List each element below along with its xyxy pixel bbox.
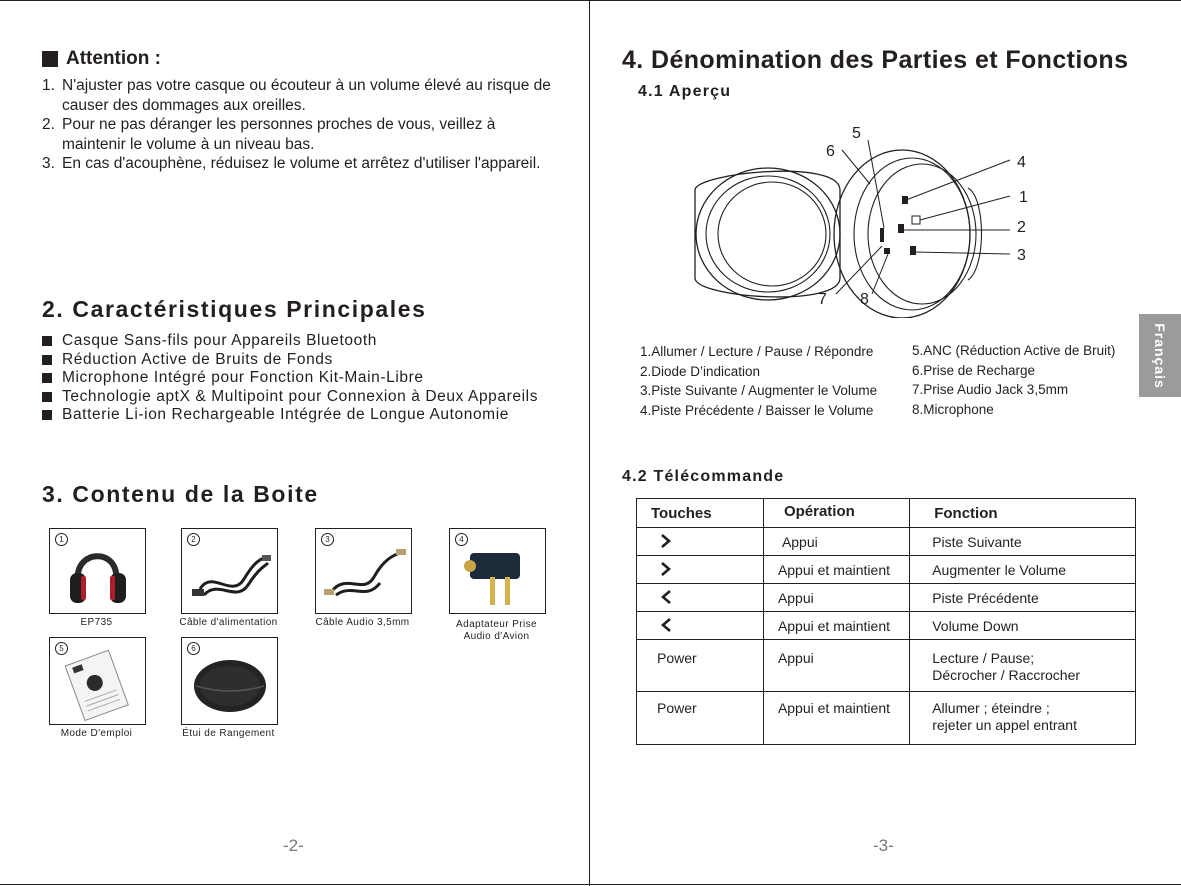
callout-8: 8 — [860, 291, 869, 308]
caption-manual: Mode D'emploi — [60, 728, 133, 739]
square-bullet-icon — [42, 392, 52, 402]
callout-6: 6 — [826, 143, 835, 160]
feature-item: Batterie Li-ion Rechargeable Intégrée de Longue Autonomie — [42, 406, 538, 425]
remote-title: 4.2 Télécommande — [622, 468, 785, 485]
callout-7: 7 — [818, 291, 827, 308]
callout-2: 2 — [1017, 219, 1026, 236]
chevron-left-icon — [659, 589, 673, 605]
callout-4: 4 — [1017, 154, 1026, 171]
legend-right: 5.ANC (Réduction Active de Bruit) 6.Prise de Recharge 7.Prise Audio Jack 3,5mm 8.Microphone — [912, 343, 1116, 417]
callout-5: 5 — [852, 125, 861, 142]
caption-audio-cable: Câble Audio 3,5mm — [315, 617, 410, 628]
square-bullet-icon — [42, 410, 52, 420]
content-box-headphones: 1 — [49, 528, 146, 614]
chevron-right-icon — [659, 561, 673, 577]
header-operation: Opération — [763, 499, 909, 528]
page-number-right: -3- — [873, 836, 894, 855]
overview-title: 4.1 Aperçu — [638, 83, 732, 100]
square-bullet-icon — [42, 355, 52, 365]
table-header-row — [637, 499, 1136, 528]
header-touches: Touches — [637, 499, 764, 528]
attention-item: 1. N'ajuster pas votre casque ou écouteur à un volume élevé au risque de causer des dommages aux oreilles. — [42, 77, 551, 114]
content-box-manual: 5 — [49, 637, 146, 725]
attention-item: 3. En cas d'acouphène, réduisez le volume et arrêtez d'utiliser l'appareil. — [42, 155, 541, 172]
legend-left: 1.Allumer / Lecture / Pause / Répondre 2.Diode D’indication 3.Piste Suivante / Augmenter le Volume 4.Piste Précédente / Baisser le Volume — [640, 344, 878, 418]
caption-headphones: EP735 — [80, 617, 113, 628]
features-list — [42, 332, 538, 425]
language-tab: Français — [1139, 314, 1181, 397]
table-row: Power Appui et maintient Allumer ; éteindre ; rejeter un appel entrant — [637, 692, 1136, 745]
header-fonction: Fonction — [910, 499, 1136, 528]
attention-list — [42, 76, 562, 174]
attention-item: 2. Pour ne pas déranger les personnes proches de vous, veillez à maintenir le volume à un niveau bas. — [42, 116, 496, 153]
feature-item: Réduction Active de Bruits de Fonds — [42, 351, 538, 370]
bottom-border — [0, 884, 1181, 885]
headphone-parts-diagram — [640, 118, 1060, 318]
content-box-power-cable: 2 — [181, 528, 278, 614]
contents-title: 3. Contenu de la Boite — [42, 481, 319, 507]
feature-item: Casque Sans-fils pour Appareils Bluetooth — [42, 332, 538, 351]
table-row: Power Appui Lecture / Pause; Décrocher / Raccrocher — [637, 640, 1136, 692]
table-row: Appui et maintient Augmenter le Volume — [637, 556, 1136, 584]
content-box-audio-cable: 3 — [315, 528, 412, 614]
page-number-left: -2- — [283, 836, 304, 855]
content-box-airplane-adapter: 4 — [449, 528, 546, 614]
top-border — [0, 0, 1181, 1]
table-row: Appui et maintient Volume Down — [637, 612, 1136, 640]
remote-table — [636, 498, 1136, 745]
page-title: 4. Dénomination des Parties et Fonctions — [622, 46, 1129, 74]
attention-heading — [42, 48, 161, 70]
page-divider — [589, 0, 590, 886]
caption-case: Étui de Rangement — [182, 728, 275, 739]
caption-airplane-adapter: Adaptateur Prise Audio d'Avion — [456, 619, 537, 642]
chevron-right-icon — [659, 533, 673, 549]
square-bullet-icon — [42, 336, 52, 346]
square-bullet-icon — [42, 51, 58, 67]
feature-item: Technologie aptX & Multipoint pour Connexion à Deux Appareils — [42, 388, 538, 407]
caption-power-cable: Câble d'alimentation — [179, 617, 278, 628]
callout-1: 1 — [1019, 189, 1028, 206]
feature-item: Microphone Intégré pour Fonction Kit-Main-Libre — [42, 369, 538, 388]
callout-3: 3 — [1017, 247, 1026, 264]
content-box-case: 6 — [181, 637, 278, 725]
chevron-left-icon — [659, 617, 673, 633]
attention-title: Attention : — [66, 48, 161, 69]
square-bullet-icon — [42, 373, 52, 383]
features-title: 2. Caractéristiques Principales — [42, 296, 427, 322]
table-row: Appui Piste Précédente — [637, 584, 1136, 612]
table-row: Appui Piste Suivante — [637, 528, 1136, 556]
